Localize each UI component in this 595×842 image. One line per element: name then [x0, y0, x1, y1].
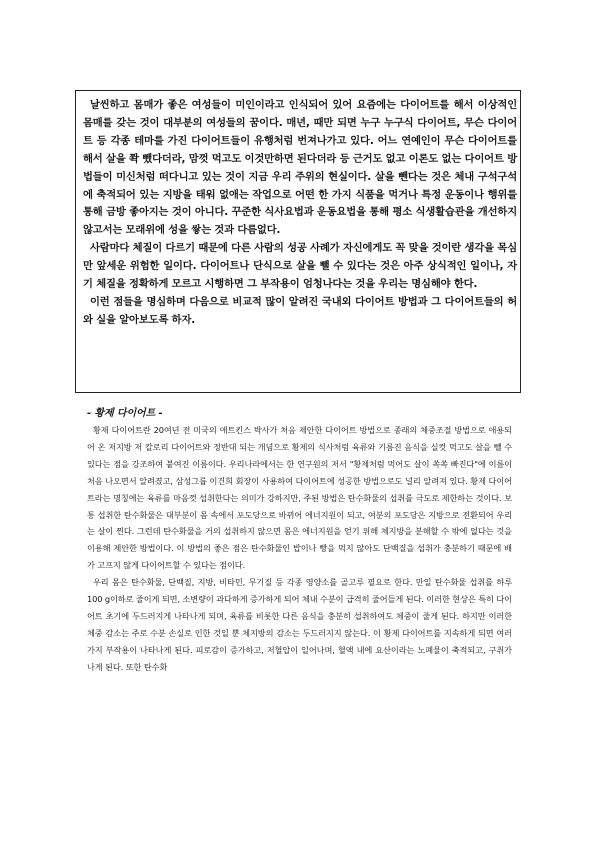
- section-title: - 황제 다이어트 -: [87, 408, 163, 419]
- intro-paragraph: 사람마다 체질이 다르기 때문에 다른 사람의 성공 사례가 자신에게도 꼭 맞을 것이란 생각을 목심만 앞세운 위험한 일이다. 다이어트나 단식으로 살을 뺄 수 있다는 것은 아주 상식적인 일이나, 자기 체질을 정확하게 모르고 시행하면 그 부작용이 엄청나다는 것을 우리는 명심해야 한다.: [83, 242, 517, 291]
- section-body: [87, 422, 512, 676]
- body-paragraph: 황제 다이어트란 20여년 전 미국의 애트킨스 박사가 처음 제안한 다이어트 방법으로 종래의 체중조절 방법으로 애용되어 온 저지방 저 칼로리 다이어트와 정반대 되는 개념으로 황제의 식사처럼 육류와 기름진 음식을 실컷 먹고도 살을 뺄 수 있다는 점을 강조하여 붙여진 이름이다. 우리나라에서는 한 연구원의 저서 "황제처럼 먹어도 살이 쏙쏙 빠진다"에 이름이 처음 나오면서 알려졌고, 삼성그룹 이건희 회장이 사용하여 다이어트에 성공한 방법으로도 널리 알려져 있다. 황제 다이어트라는 명칭에는 육류를 마음껏 섭취한다는 의미가 강하지만, 주된 방법은 탄수화물의 섭취를 극도로 제한하는 것이다. 보통 섭취한 탄수화물은 대부분이 몸 속에서 포도당으로 바뀌어 에너지원이 되고, 여분의 포도당은 지방으로 전환되어 우리는 살이 찐다. 그런데 탄수화물을 거의 섭취하지 않으면 몸은 에너지원을 얻기 위해 체지방을 분해할 수 밖에 없다는 것을 이용해 제안한 방법이다. 이 방법의 좋은 점은 탄수화물인 밥이나 빵을 먹지 않아도 단백질을 섭취가 충분하기 때문에 배가 고프지 않게 다이어트할 수 있다는 점이다.: [87, 425, 512, 571]
- intro-text-block: [83, 97, 517, 330]
- intro-paragraph: 이런 점들을 명심하며 다음으로 비교적 많이 알려진 국내외 다이어트 방법과 그 다이어트들의 허와 실을 알아보도록 하자.: [83, 295, 517, 326]
- body-paragraph: 우리 몸은 탄수화물, 단백질, 지방, 비타민, 무기질 등 각종 영양소를 골고루 필요로 한다. 만일 탄수화물 섭취를 하루 100 g이하로 줄이게 되면, 소변량이 과다하게 증가하게 되어 체내 수분이 급격히 줄어들게 된다. 이러한 현상은 특히 다이어트 초기에 두드러지게 나타나게 되며, 육류를 비롯한 다른 음식을 충분히 섭취하여도 체중이 줄게 된다. 하지만 이러한 체중 감소는 주로 수분 손실로 인한 것일 뿐 체지방의 감소는 두드러지지 않는다. 이 황제 다이어트를 지속하게 되면 여러 가지 부작용이 나타나게 된다. 피로감이 증가하고, 저혈압이 일어나며, 혈액 내에 요산이라는 노폐물이 축적되고, 구취가 나게 된다. 또한 탄수화: [87, 577, 512, 672]
- intro-paragraph: 날씬하고 몸매가 좋은 여성들이 미인이라고 인식되어 있어 요즘에는 다이어트를 해서 이상적인 몸매를 갖는 것이 대부분의 여성들의 꿈이다. 매년, 때만 되면 누구 누구식 다이어트, 무슨 다이어트 등 각종 테마를 가진 다이어트들이 유행처럼 번져나가고 있다. 어느 연예인이 무슨 다이어트를 해서 살을 쫙 뺐다더라, 맘껏 먹고도 이것만하면 된다더라 등 근거도 없고 이론도 없는 다이어트 방법들이 미신처럼 떠다니고 있는 것이 지금 우리 주위의 현실이다. 살을 뺀다는 것은 체내 구석구석에 축적되어 있는 지방을 태워 없애는 작업으로 어떤 한 가지 식품을 먹거나 특정 운동이나 행위를 통해 금방 좋아지는 것이 아니다. 꾸준한 식사요법과 운동요법을 통해 평소 식생활습관을 개선하지 않고서는 모래위에 성을 쌓는 것과 다름없다.: [83, 99, 517, 237]
